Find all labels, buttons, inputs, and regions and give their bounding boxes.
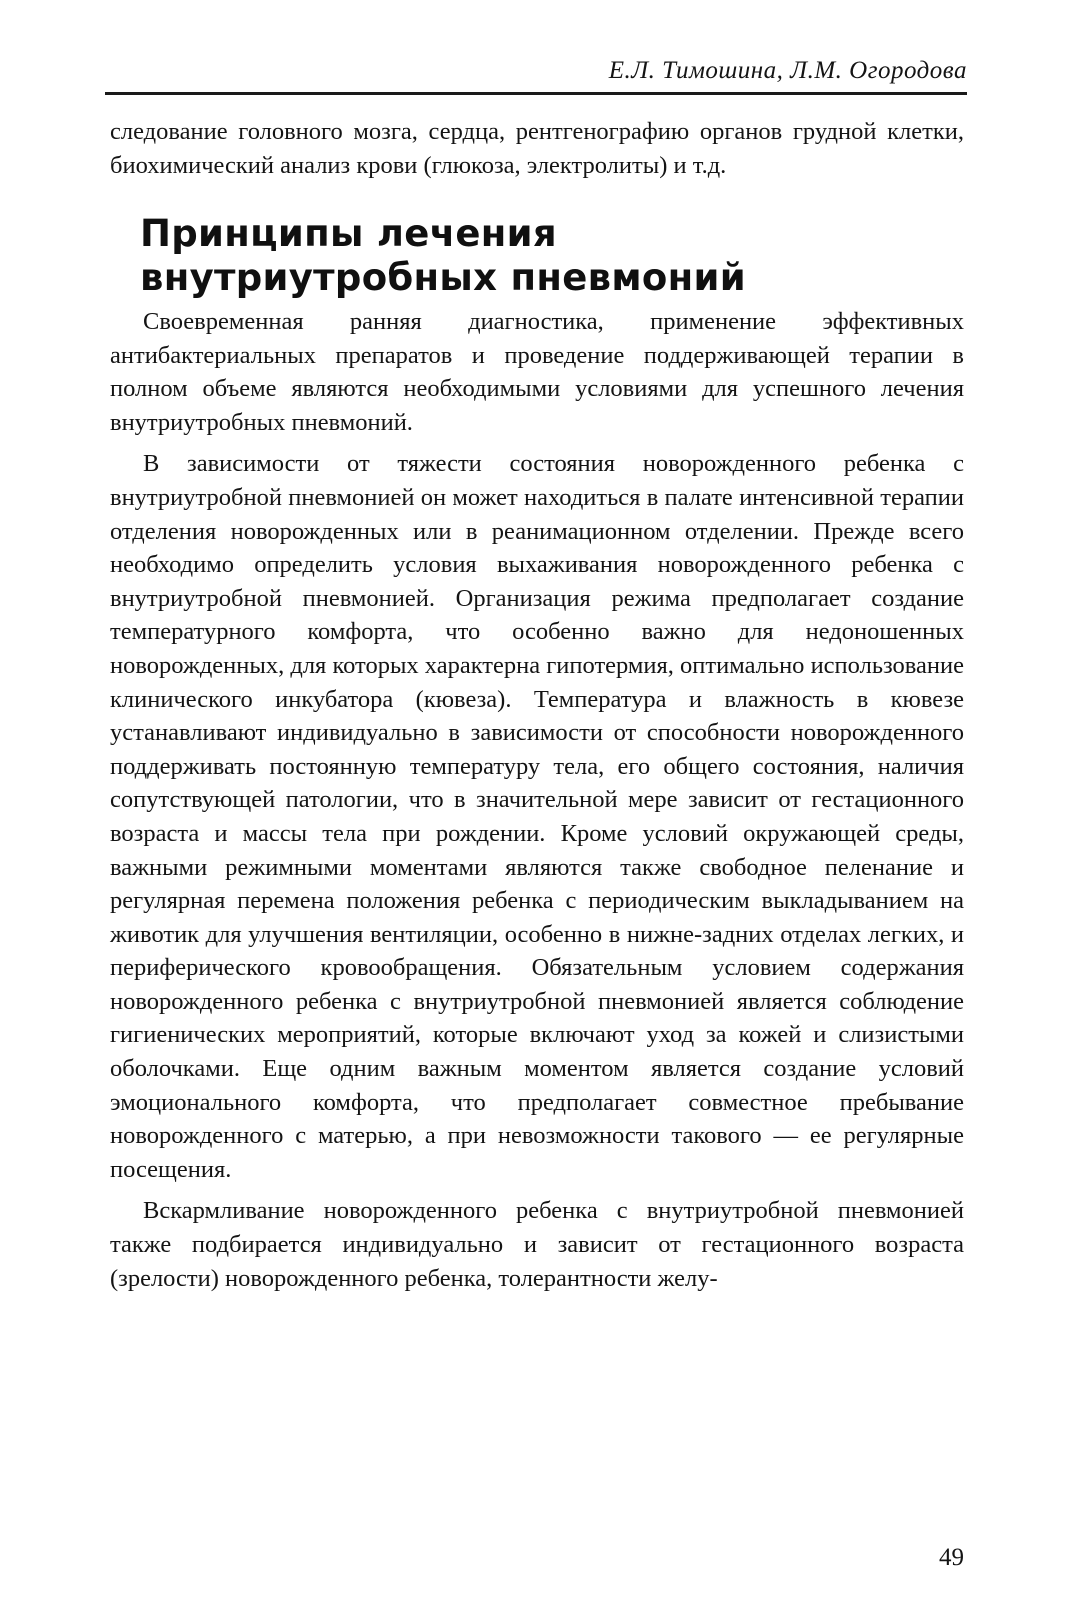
intro-paragraph: следование головного мозга, сердца, рентгенографию органов грудной клетки, биохимический анализ крови (глюкоза, электролиты) и т.д. — [110, 118, 964, 179]
paragraph-3: Вскармливание новорожденного ребенка с внутриутробной пневмонией также подбирается индивидуально и зависит от гестационного возраста (зрелости) новорожденного ребенка, толерантности желу- — [110, 1197, 964, 1292]
page-number: 49 — [939, 1544, 964, 1571]
paragraph-1: Своевременная ранняя диагностика, применение эффективных антибактериальных препаратов и проведение поддерживающей терапии в полном объеме являются необходимыми условиями для успешного лечения внутриутробных пневмоний. — [110, 308, 964, 436]
intro-text-block — [110, 115, 964, 182]
section-heading — [140, 212, 746, 300]
section-heading-line-2: внутриутробных пневмоний — [140, 256, 746, 299]
header-rule — [105, 92, 967, 95]
running-head: Е.Л. Тимошина, Л.М. Огородова — [608, 57, 967, 84]
body-text-block — [110, 305, 964, 1303]
section-heading-line-1: Принципы лечения — [140, 212, 557, 255]
paragraph-2: В зависимости от тяжести состояния новорожденного ребенка с внутриутробной пневмонией он может находиться в палате интенсивной терапии отделения новорожденных или в реанимационном отделении. Прежде всего необходимо определить условия выхаживания новорожденного ребенка с внутриутробной пневмонией. Организация режима предполагает создание температурного комфорта, что особенно важно для недоношенных новорожденных, для которых характерна гипотермия, оптимально использование клинического инкубатора (кювеза). Температура и влажность в кювезе устанавливают индивидуально в зависимости от способности новорожденного поддерживать постоянную температуру тела, его общего состояния, наличия сопутствующей патологии, что в значительной мере зависит от гестационного возраста и массы тела при рождении. Кроме условий окружающей среды, важными режимными моментами являются также свободное пеленание и регулярная перемена положения ребенка с периодическим выкладыванием на животик для улучшения вентиляции, особенно в нижне-задних отделах легких, и периферического кровообращения. Обязательным условием содержания новорожденного ребенка с внутриутробной пневмонией является соблюдение гигиенических мероприятий, которые включают уход за кожей и слизистыми оболочками. Еще одним важным моментом является создание условий эмоционального комфорта, что предполагает совместное пребывание новорожденного с матерью, а при невозможности такового — ее регулярные посещения. — [110, 450, 964, 1183]
